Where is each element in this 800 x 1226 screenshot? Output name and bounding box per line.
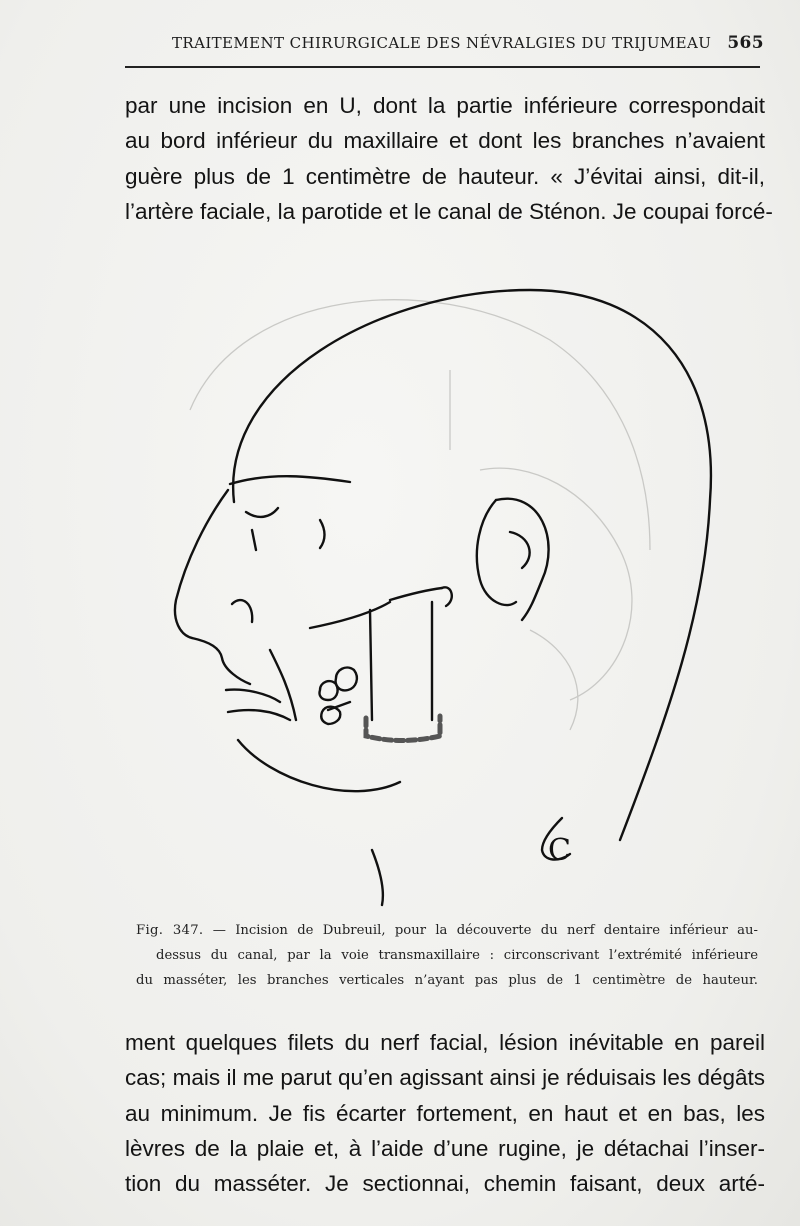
body-text-top bbox=[125, 88, 773, 229]
text-line: guère plus de 1 centimètre de hauteur. « J’évitai ainsi, dit-il, bbox=[125, 163, 765, 189]
caption-line: Fig. 347. — Incision de Dubreuil, pour la découverte du nerf dentaire inférieur au- bbox=[136, 923, 758, 938]
figure-caption bbox=[136, 918, 758, 993]
text-line: ment quelques filets du nerf facial, lésion inévitable en pareil bbox=[125, 1030, 765, 1055]
body-text-bottom bbox=[125, 1025, 765, 1201]
figure-illustration bbox=[150, 250, 800, 910]
header-rule bbox=[125, 66, 760, 68]
running-head bbox=[120, 30, 770, 60]
text-line: cas; mais il me parut qu’en agissant ainsi je réduisais les dégâts bbox=[125, 1065, 765, 1091]
caption-line: dessus du canal, par la voie transmaxillaire : circonscrivant l’extrémité inférieure bbox=[156, 948, 758, 963]
head-outline bbox=[175, 290, 711, 905]
figure-label: Fig. 347. bbox=[136, 923, 204, 938]
faint-underdrawing bbox=[190, 300, 650, 730]
text-line: l’artère faciale, la parotide et le canal de Sténon. Je coupai forcé- bbox=[125, 198, 773, 224]
text-line: lèvres de la plaie et, à l’aide d’une rugine, je détachai l’inser- bbox=[125, 1135, 765, 1161]
caption-line: du masséter, les branches verticales n’ayant pas plus de 1 centimètre de hauteur. bbox=[136, 973, 758, 988]
paragraph bbox=[125, 1025, 765, 1201]
text-line: par une incision en U, dont la partie inférieure correspondait bbox=[125, 93, 765, 118]
text-line: tion du masséter. Je sectionnai, chemin faisant, deux arté- bbox=[125, 1171, 765, 1197]
text-line: au minimum. Je fis écarter fortement, en haut et en bas, les bbox=[125, 1100, 765, 1126]
paragraph bbox=[125, 88, 773, 229]
u-incision-mark bbox=[366, 716, 440, 741]
running-title: TRAITEMENT CHIRURGICALE DES NÉVRALGIES DU TRIJUMEAU bbox=[172, 34, 712, 52]
page-number: 565 bbox=[727, 33, 764, 53]
figure-lettering: C bbox=[548, 833, 571, 868]
head-profile-drawing bbox=[150, 250, 800, 910]
text-line: au bord inférieur du maxillaire et dont les branches n’avaient bbox=[125, 128, 765, 154]
